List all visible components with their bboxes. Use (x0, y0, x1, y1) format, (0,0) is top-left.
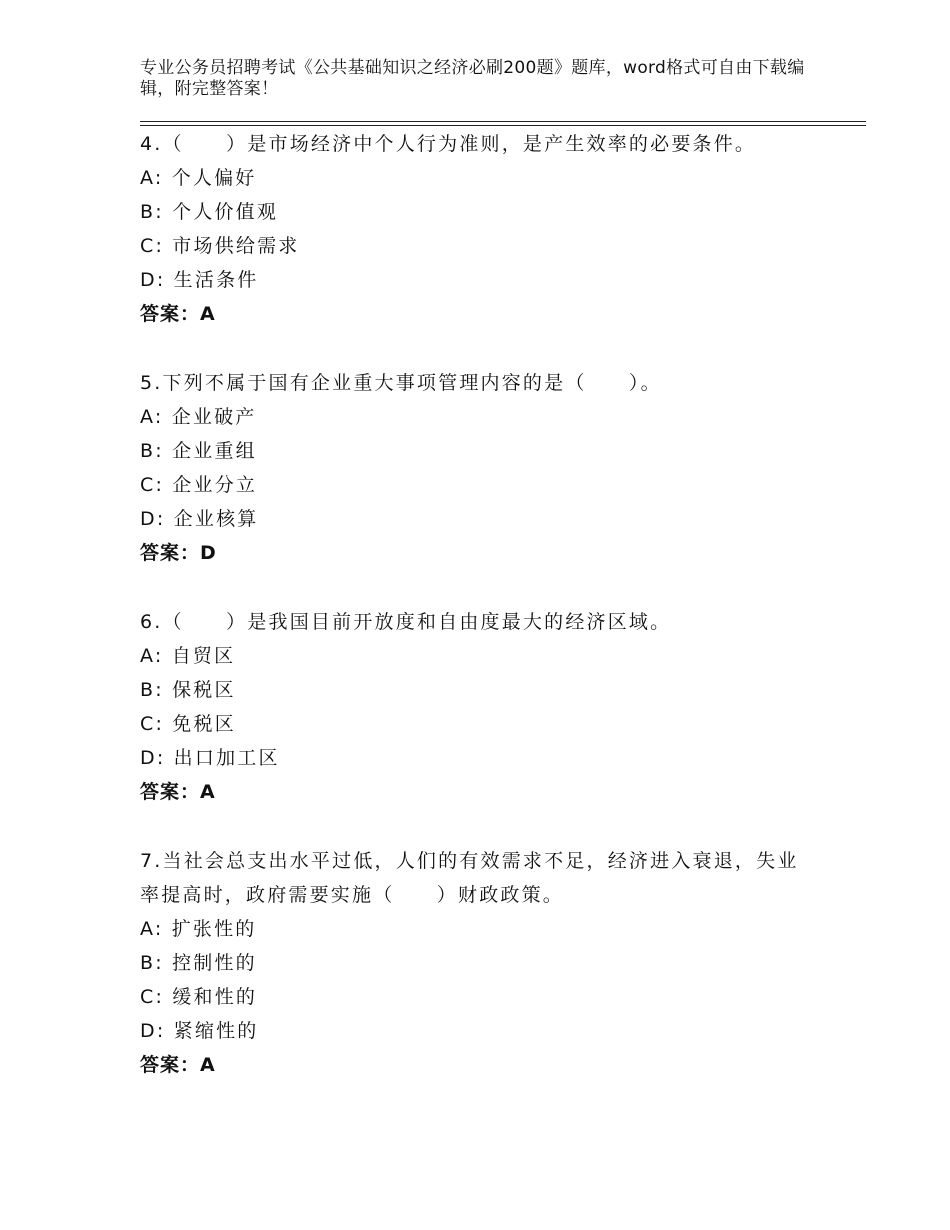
option-c: C: 市场供给需求 (140, 235, 300, 257)
option-d: D: 出口加工区 (140, 747, 280, 769)
option-b: B: 保税区 (140, 679, 236, 701)
option-a: A: 扩张性的 (140, 918, 257, 940)
answer-label: 答案：D (140, 542, 217, 564)
option-d: D: 生活条件 (140, 269, 259, 291)
answer-label: 答案：A (140, 303, 216, 325)
option-a: A: 自贸区 (140, 645, 236, 667)
question-6 (140, 605, 840, 809)
question-stem: 4.（ ）是市场经济中个人行为准则，是产生效率的必要条件。 (140, 133, 757, 155)
question-4 (140, 127, 840, 331)
option-d: D: 企业核算 (140, 508, 259, 530)
option-d: D: 紧缩性的 (140, 1020, 259, 1042)
option-b: B: 企业重组 (140, 440, 257, 462)
question-stem: 6.（ ）是我国目前开放度和自由度最大的经济区域。 (140, 611, 672, 633)
answer-label: 答案：A (140, 1054, 216, 1076)
header-rule-top (140, 121, 866, 122)
header-rule-bottom (140, 125, 866, 126)
option-c: C: 企业分立 (140, 474, 258, 496)
question-7 (140, 844, 840, 1082)
answer-label: 答案：A (140, 781, 216, 803)
question-5 (140, 366, 840, 570)
question-stem: 5.下列不属于国有企业重大事项管理内容的是（ ）。 (140, 372, 662, 394)
option-a: A: 个人偏好 (140, 167, 257, 189)
question-stem: 7.当社会总支出水平过低，人们的有效需求不足，经济进入衰退，失业率提高时，政府需要实施（ ）财政政策。 (140, 850, 799, 906)
option-c: C: 免税区 (140, 713, 236, 735)
option-c: C: 缓和性的 (140, 986, 258, 1008)
option-a: A: 企业破产 (140, 406, 257, 428)
option-b: B: 个人价值观 (140, 201, 279, 223)
option-b: B: 控制性的 (140, 952, 257, 974)
document-header: 专业公务员招聘考试《公共基础知识之经济必刷200题》题库，word格式可自由下载编辑，附完整答案！ (140, 58, 805, 99)
